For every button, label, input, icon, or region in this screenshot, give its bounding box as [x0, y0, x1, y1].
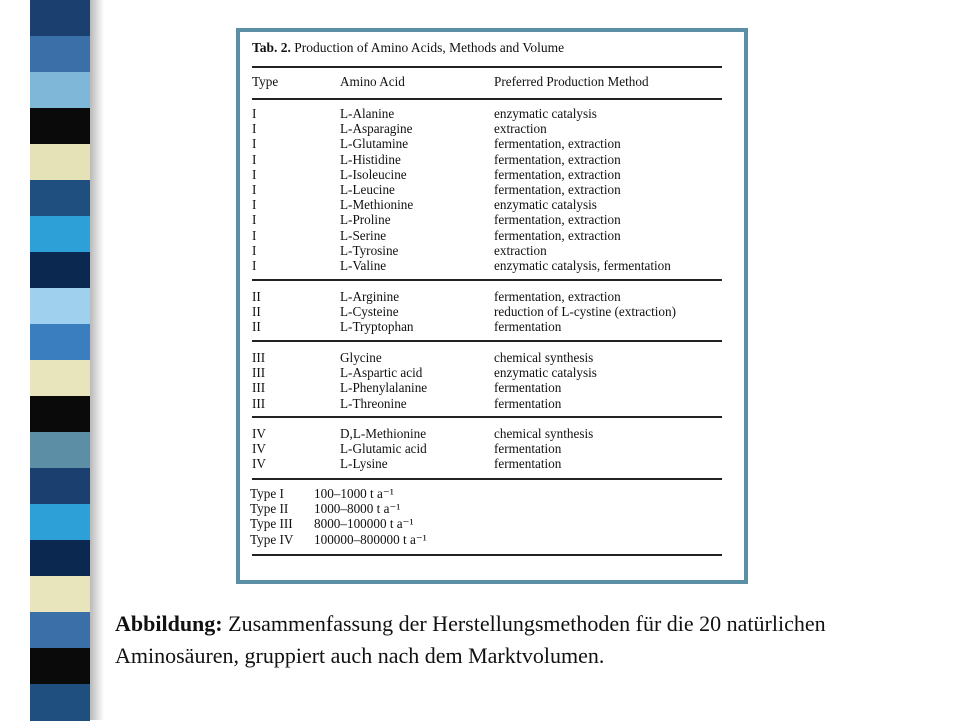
row-method: extraction — [494, 121, 547, 137]
row-amino-acid: L-Cysteine — [340, 304, 399, 320]
row-type: I — [252, 151, 257, 167]
row-method: fermentation, extraction — [494, 151, 621, 167]
row-method: fermentation, extraction — [494, 166, 621, 182]
row-method: enzymatic catalysis — [494, 197, 597, 213]
header-method: Preferred Production Method — [494, 74, 649, 89]
strip-block — [30, 540, 90, 577]
strip-block — [30, 252, 90, 289]
row-method: chemical synthesis — [494, 350, 594, 365]
volume-value: 8000–100000 t a⁻¹ — [314, 516, 414, 532]
row-method: fermentation — [494, 319, 562, 335]
group-rule — [252, 279, 722, 281]
strip-block — [30, 108, 90, 145]
row-amino-acid: L-Glutamine — [340, 136, 409, 152]
row-amino-acid: L-Glutamic acid — [340, 441, 427, 457]
strip-shadow — [90, 0, 104, 720]
row-amino-acid: L-Aspartic acid — [340, 365, 423, 381]
row-type: IV — [252, 456, 266, 472]
row-amino-acid: L-Alanine — [340, 106, 395, 121]
table-title — [252, 40, 564, 55]
row-method: fermentation — [494, 456, 562, 472]
row-amino-acid: L-Tryptophan — [340, 319, 414, 335]
row-type: I — [252, 258, 257, 273]
row-type: I — [252, 166, 257, 182]
row-method: enzymatic catalysis, fermentation — [494, 258, 671, 273]
row-method: enzymatic catalysis — [494, 365, 597, 381]
row-method: fermentation — [494, 380, 562, 396]
row-amino-acid: L-Valine — [340, 258, 387, 273]
row-amino-acid: Glycine — [340, 350, 382, 365]
row-method: fermentation, extraction — [494, 212, 621, 228]
row-amino-acid: L-Histidine — [340, 151, 401, 167]
volume-value: 100000–800000 t a⁻¹ — [314, 531, 427, 547]
strip-block — [30, 360, 90, 397]
volume-type: Type I — [250, 486, 284, 501]
volume-type: Type III — [250, 516, 293, 532]
row-method: fermentation, extraction — [494, 227, 621, 243]
row-amino-acid: L-Proline — [340, 212, 391, 228]
strip-block — [30, 432, 90, 469]
row-type: I — [252, 106, 257, 121]
volume-type: Type IV — [250, 531, 294, 547]
row-type: IV — [252, 426, 266, 441]
volume-type: Type II — [250, 501, 289, 517]
row-type: I — [252, 136, 257, 152]
row-method: fermentation, extraction — [494, 182, 621, 197]
strip-block — [30, 324, 90, 361]
strip-block — [30, 0, 90, 37]
row-type: IV — [252, 441, 266, 457]
caption-text: Zusammenfassung der Herstellungsmethoden für die 20 natürlichen Aminosäuren, gruppiert auch nach dem Marktvolumen. — [115, 611, 826, 668]
strip-block — [30, 396, 90, 433]
group-rule — [252, 416, 722, 418]
figure-caption — [115, 608, 915, 672]
strip-block — [30, 468, 90, 505]
caption-label: Abbildung: — [115, 611, 223, 636]
header-type: Type — [252, 74, 279, 89]
title-rule — [252, 66, 722, 68]
row-amino-acid: L-Leucine — [340, 182, 395, 197]
strip-block — [30, 504, 90, 541]
row-method: extraction — [494, 242, 547, 258]
row-amino-acid: L-Isoleucine — [340, 166, 407, 182]
row-amino-acid: L-Methionine — [340, 197, 414, 213]
row-type: I — [252, 121, 257, 137]
row-amino-acid: L-Phenylalanine — [340, 380, 428, 396]
strip-block — [30, 216, 90, 253]
row-type: III — [252, 350, 266, 365]
row-type: I — [252, 182, 257, 197]
table-title-label: Tab. 2. — [252, 40, 291, 55]
row-amino-acid: D,L-Methionine — [340, 426, 427, 441]
row-amino-acid: L-Tyrosine — [340, 242, 399, 258]
row-method: fermentation — [494, 441, 562, 457]
row-method: reduction of L-cystine (extraction) — [494, 304, 676, 320]
row-type: III — [252, 380, 266, 396]
row-type: II — [252, 289, 261, 304]
row-type: I — [252, 212, 257, 228]
volume-value: 100–1000 t a⁻¹ — [314, 486, 394, 501]
table-body — [240, 32, 744, 580]
strip-block — [30, 36, 90, 73]
row-method: fermentation, extraction — [494, 136, 621, 152]
row-type: III — [252, 395, 266, 411]
row-type: I — [252, 227, 257, 243]
strip-block — [30, 72, 90, 109]
row-method: enzymatic catalysis — [494, 106, 597, 121]
group-rule — [252, 478, 722, 480]
row-amino-acid: L-Asparagine — [340, 121, 413, 137]
table-title-text: Production of Amino Acids, Methods and Volume — [294, 40, 565, 55]
row-method: chemical synthesis — [494, 426, 594, 441]
strip-block — [30, 288, 90, 325]
row-amino-acid: L-Serine — [340, 227, 387, 243]
row-method: fermentation — [494, 395, 562, 411]
row-type: II — [252, 304, 261, 320]
decorative-color-strip — [30, 0, 90, 720]
strip-block — [30, 648, 90, 685]
strip-block — [30, 180, 90, 217]
row-type: I — [252, 242, 257, 258]
strip-block — [30, 144, 90, 181]
bottom-rule — [252, 554, 722, 556]
header-rule — [252, 98, 722, 100]
row-amino-acid: L-Arginine — [340, 289, 400, 304]
group-rule — [252, 340, 722, 342]
header-amino-acid: Amino Acid — [340, 74, 405, 89]
row-amino-acid: L-Lysine — [340, 456, 388, 472]
row-type: II — [252, 319, 261, 335]
strip-block — [30, 612, 90, 649]
strip-block — [30, 576, 90, 613]
row-method: fermentation, extraction — [494, 289, 621, 304]
row-type: III — [252, 365, 266, 381]
row-type: I — [252, 197, 257, 213]
strip-block — [30, 684, 90, 721]
amino-acid-table-figure — [236, 28, 748, 584]
volume-value: 1000–8000 t a⁻¹ — [314, 501, 401, 517]
row-amino-acid: L-Threonine — [340, 395, 407, 411]
